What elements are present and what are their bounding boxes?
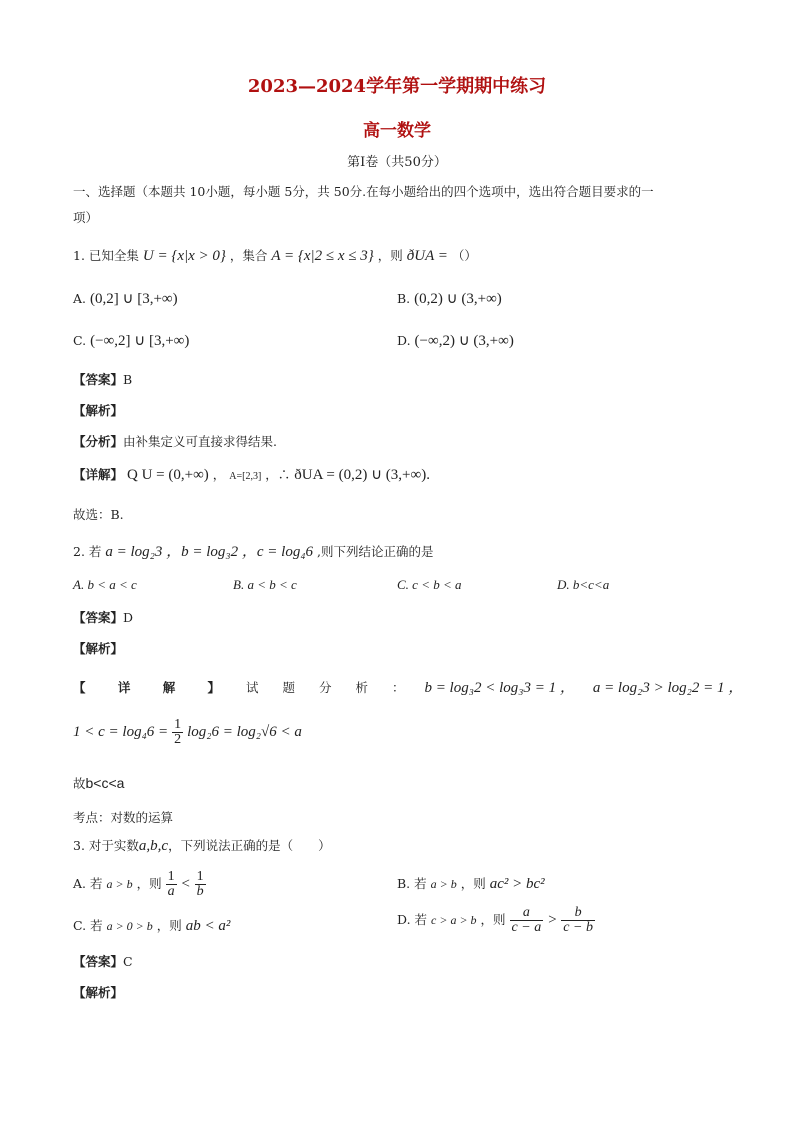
q3-option-d-then: ，则 bbox=[480, 912, 506, 927]
q1-detail-expr-2: A=[2,3] bbox=[229, 471, 262, 482]
q1-set-a: A = {x|2 ≤ x ≤ 3} bbox=[271, 248, 374, 264]
q3-option-c-then: ，则 bbox=[156, 918, 182, 933]
q3-option-d-prefix: D. 若 bbox=[397, 912, 428, 927]
q2-detail-expr-2: a = log₂3 > log₂2 = 1 ， bbox=[592, 680, 744, 696]
fraction-denominator: 2 bbox=[174, 732, 182, 747]
q1-fenxi-text: 由补集定义可直接求得结果. bbox=[123, 434, 277, 449]
q1-analysis-tag: 【解析】 bbox=[73, 403, 124, 418]
q2-option-c bbox=[397, 577, 462, 593]
q1-prefix: 1. 已知全集 bbox=[73, 248, 139, 263]
q2-option-d bbox=[557, 577, 609, 593]
q3-analysis-tag: 【解析】 bbox=[73, 985, 124, 1000]
q2-kaodian: 考点：对数的运算 bbox=[73, 810, 174, 825]
q2-suffix: ,则下列结论正确的是 bbox=[317, 544, 434, 559]
q3-option-a-then: ，则 bbox=[136, 876, 162, 891]
fraction-denominator: a bbox=[167, 884, 175, 899]
q1-answer-paren: （） bbox=[451, 248, 477, 263]
q3-option-c-condition: a > 0 > b bbox=[106, 919, 153, 933]
q1-option-b-label: B. bbox=[397, 291, 411, 306]
answer-tag: 【答案】 bbox=[73, 372, 124, 387]
q2-option-b-text: B. a < b < c bbox=[233, 577, 297, 592]
q2-option-a-text: A. b < a < c bbox=[73, 577, 137, 592]
q1-fenxi bbox=[73, 432, 277, 450]
q2-answer bbox=[73, 608, 133, 626]
q1-detail-expr-1: Q U = (0,+∞) bbox=[127, 467, 209, 483]
question-3-stem bbox=[73, 836, 331, 855]
q2-option-c-text: C. c < b < a bbox=[397, 577, 462, 592]
q1-detail-sep: ， bbox=[212, 467, 226, 482]
fraction-denominator: c − a bbox=[511, 920, 542, 935]
q3-option-a-prefix: A. 若 bbox=[73, 876, 103, 891]
question-1-stem bbox=[73, 246, 477, 265]
q1-universal-set: U = {x|x > 0} bbox=[142, 248, 226, 264]
q3-option-d-frac-1 bbox=[510, 906, 544, 935]
q1-answer bbox=[73, 370, 132, 388]
q2-answer-value: D bbox=[123, 610, 134, 625]
q2-option-d-text: D. b<c<a bbox=[557, 577, 610, 592]
fraction-numerator: b bbox=[561, 906, 595, 921]
q3-option-d-frac-2 bbox=[561, 906, 595, 935]
q1-suffix: ，则 bbox=[377, 248, 403, 263]
q3-prefix: 3. 对于实数 bbox=[73, 838, 139, 853]
q2-detail-heading: 试 题 分 析 ： bbox=[246, 680, 415, 695]
q1-mid-text: ，集合 bbox=[229, 248, 268, 263]
instructions-line-2: 项） bbox=[73, 210, 99, 225]
q2-detail-line-2 bbox=[73, 718, 302, 747]
q1-option-a-text: (0,2] ∪ [3,+∞) bbox=[90, 291, 178, 307]
fraction-denominator: b bbox=[196, 884, 204, 899]
fraction-denominator: c − b bbox=[563, 920, 593, 935]
section-instructions bbox=[73, 179, 723, 231]
q3-option-d-condition: c > a > b bbox=[431, 913, 477, 927]
q3-answer-value: C bbox=[123, 954, 133, 969]
q1-option-b-text: (0,2) ∪ (3,+∞) bbox=[414, 291, 502, 307]
q1-conclusion: 故选：B. bbox=[73, 507, 124, 522]
answer-tag: 【答案】 bbox=[73, 610, 124, 625]
q3-option-a-lt: < bbox=[180, 876, 191, 892]
q2-option-a bbox=[73, 577, 137, 593]
q1-complement-expr: ðUA = bbox=[406, 248, 448, 264]
q2-option-b bbox=[233, 577, 297, 593]
section-heading: 第Ⅰ卷（共50分） bbox=[347, 155, 447, 170]
q3-suffix: ，下列说法正确的是（ ） bbox=[168, 838, 331, 853]
q1-answer-value: B bbox=[123, 372, 133, 387]
exam-title: 2023—2024学年第一学期期中练习 bbox=[247, 76, 547, 97]
q3-vars: a,b,c bbox=[138, 838, 169, 854]
q2-expressions: a = log₂3 ，b = log₃2 ，c = log₄6 bbox=[105, 544, 314, 560]
q1-option-c-text: (−∞,2] ∪ [3,+∞) bbox=[90, 333, 190, 349]
fraction-numerator: a bbox=[510, 906, 544, 921]
q3-option-a bbox=[73, 870, 206, 899]
q2-detail-line-2-part-2: log₂6 = log₂√6 < a bbox=[187, 724, 302, 740]
q3-option-b bbox=[397, 874, 545, 893]
fraction-numerator: 1 bbox=[167, 869, 175, 884]
q3-option-c-result: ab < a² bbox=[185, 918, 231, 934]
q2-conclusion-expr: b<c<a bbox=[85, 775, 125, 791]
q1-detail bbox=[73, 465, 430, 484]
q1-option-c bbox=[73, 331, 189, 350]
q3-option-b-result: ac² > bc² bbox=[489, 876, 545, 892]
q3-answer bbox=[73, 952, 133, 970]
q3-option-c bbox=[73, 916, 230, 935]
detail-tag: 【详解】 bbox=[73, 467, 124, 482]
q1-option-d bbox=[397, 331, 514, 350]
q1-option-a-label: A. bbox=[73, 291, 87, 306]
instructions-line-1: 一、选择题（本题共 10小题，每小题 5分，共 50分.在每小题给出的四个选项中，选出符合题目要求的一 bbox=[73, 184, 654, 199]
q2-detail-line-2-part-1: 1 < c = log₄6 = bbox=[73, 724, 169, 740]
q3-option-a-condition: a > b bbox=[106, 877, 133, 891]
q3-option-b-condition: a > b bbox=[430, 877, 457, 891]
detail-tag: 【 详 解 】 bbox=[73, 680, 235, 695]
q2-analysis-tag: 【解析】 bbox=[73, 641, 124, 656]
fenxi-tag: 【分析】 bbox=[73, 434, 124, 449]
answer-tag: 【答案】 bbox=[73, 954, 124, 969]
q3-option-d-gt: > bbox=[547, 912, 558, 928]
q2-detail-expr-1: b = log₃2 < log₃3 = 1 ， bbox=[424, 680, 575, 696]
q3-option-a-frac-2 bbox=[195, 870, 206, 899]
q1-option-d-label: D. bbox=[397, 333, 411, 348]
q3-option-d bbox=[397, 906, 595, 935]
fraction-numerator: 1 bbox=[174, 717, 182, 732]
q2-fraction-half bbox=[172, 718, 183, 747]
q2-detail-line-1 bbox=[73, 676, 743, 697]
q3-option-c-prefix: C. 若 bbox=[73, 918, 103, 933]
fraction-numerator: 1 bbox=[196, 869, 204, 884]
exam-subtitle: 高一数学 bbox=[363, 121, 431, 141]
q3-option-b-prefix: B. 若 bbox=[397, 876, 427, 891]
q1-detail-therefore: ，∴ bbox=[265, 467, 291, 482]
q2-conclusion-prefix: 故 bbox=[73, 776, 86, 791]
q3-option-a-frac-1 bbox=[166, 870, 177, 899]
q2-conclusion bbox=[73, 774, 124, 792]
q3-option-b-then: ，则 bbox=[460, 876, 486, 891]
q2-prefix: 2. 若 bbox=[73, 544, 102, 559]
question-2-stem bbox=[73, 540, 434, 561]
q1-option-a bbox=[73, 289, 178, 308]
q1-detail-expr-3: ðUA = (0,2) ∪ (3,+∞). bbox=[294, 467, 430, 483]
q1-option-c-label: C. bbox=[73, 333, 87, 348]
q1-option-d-text: (−∞,2) ∪ (3,+∞) bbox=[414, 333, 514, 349]
q1-option-b bbox=[397, 289, 502, 308]
